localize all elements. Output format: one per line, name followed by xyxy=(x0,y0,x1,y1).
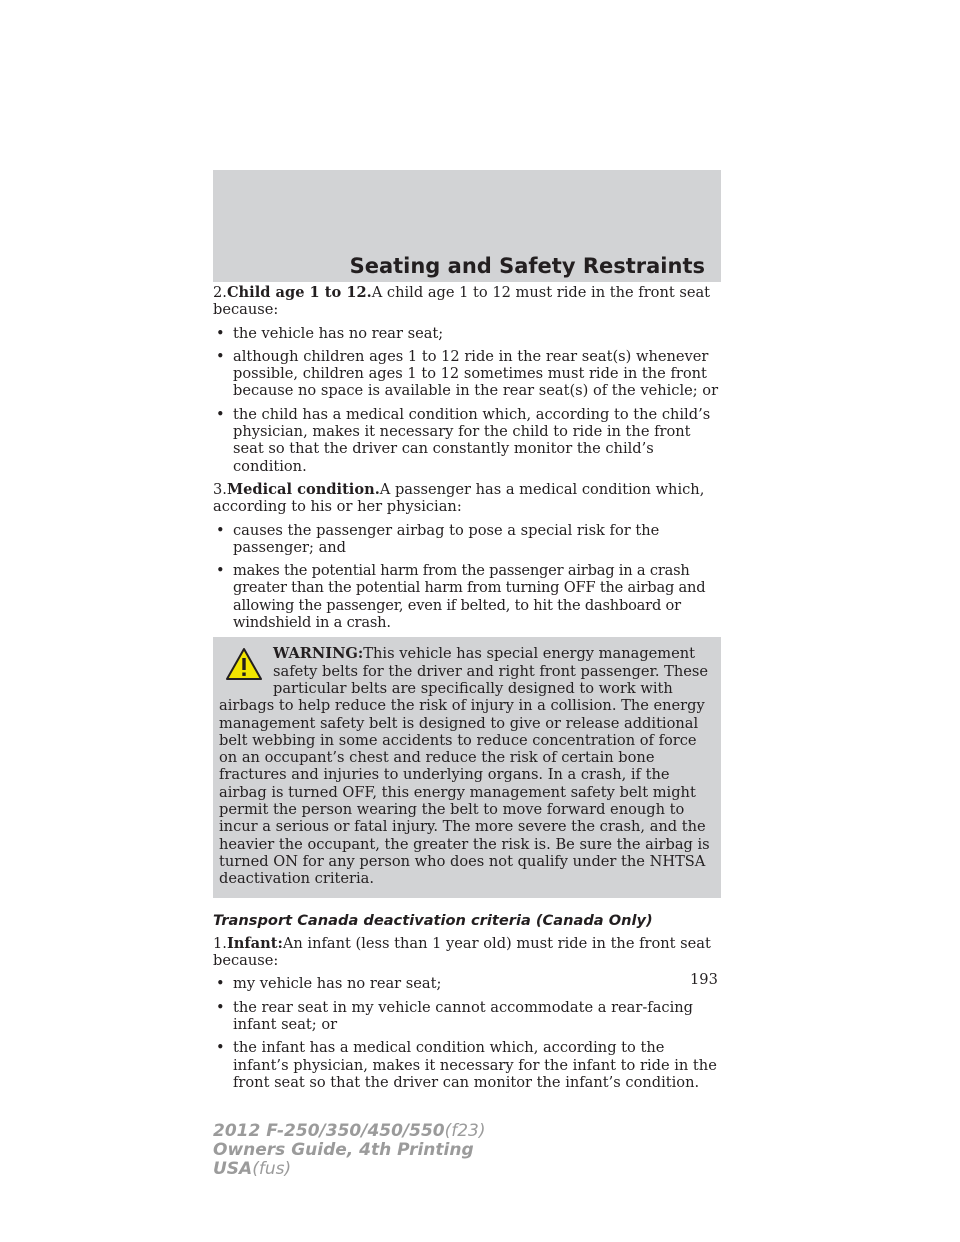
infant-bullet-list xyxy=(213,975,721,1091)
section-title: Seating and Safety Restraints xyxy=(349,254,705,278)
item-medical-condition xyxy=(213,481,721,516)
page-number: 193 xyxy=(690,971,718,988)
canada-criteria-heading: Transport Canada deactivation criteria (Canada Only) xyxy=(213,911,653,929)
page-content xyxy=(213,284,721,1097)
item-text: An infant (less than 1 year old) must ride in the front seat because: xyxy=(213,934,711,970)
item-lead: Infant: xyxy=(226,934,283,952)
item-lead: Child age 1 to 12. xyxy=(226,284,372,301)
child-age-bullet-list xyxy=(213,325,721,475)
list-item: • the child has a medical condition which, according to the child’s physician, makes it necessary for the child to ride in the front seat so that the driver can constantly monitor the child’s condition. xyxy=(216,405,711,475)
footer-line-model: 2012 F-250/350/450/550(f23) xyxy=(213,1121,486,1141)
warning-text xyxy=(219,645,713,887)
warning-body: This vehicle has special energy management safety belts for the driver and right front passenger. These particular belts are specifically designed to work with airbags to help reduce the risk of injury in a collision. The energy management safety belt is designed to give or release additional belt webbing in some accidents to reduce concentration of force on an occupant’s chest and reduce the risk of certain bone fractures and injuries to underlying organs. In a crash, if the airbag is turned OFF, this energy management safety belt might permit the person wearing the belt to move forward enough to incur a serious or fatal injury. The more severe the crash, and the heavier the occupant, the greater the risk is. Be sure the airbag is turned ON for any person who does not qualify under the NHTSA deactivation criteria. xyxy=(219,645,710,888)
item-text: A child age 1 to 12 must ride in the front seat because: xyxy=(213,284,711,319)
list-item: • causes the passenger airbag to pose a special risk for the passenger; and xyxy=(216,521,660,556)
warning-box xyxy=(213,637,721,897)
list-item: • although children ages 1 to 12 ride in the rear seat(s) whenever possible, children ages 1 to 12 sometimes must ride in the front because no space is available in the rear seat(s) of the vehicle; or xyxy=(216,347,719,400)
list-item: • my vehicle has no rear seat; xyxy=(216,975,442,993)
item-text: A passenger has a medical condition which, according to his or her physician: xyxy=(213,480,705,516)
item-number: 2. xyxy=(213,284,227,301)
section-header-band xyxy=(213,170,721,282)
item-lead: Medical condition. xyxy=(226,480,380,498)
item-number: 3. xyxy=(213,480,227,498)
list-item: • the vehicle has no rear seat; xyxy=(216,324,444,342)
list-item: • the infant has a medical condition which, according to the infant’s physician, makes it necessary for the infant to ride in the front seat so that the driver can monitor the infant’s condition. xyxy=(216,1039,717,1091)
footer-line-region: USA(fus) xyxy=(213,1159,292,1179)
item-infant xyxy=(213,935,721,970)
item-child-age xyxy=(213,284,721,319)
medical-condition-bullet-list xyxy=(213,522,721,632)
list-item: • makes the potential harm from the passenger airbag in a crash greater than the potential harm from turning OFF the airbag and allowing the passenger, even if belted, to hit the dashboard or windshield in a crash. xyxy=(216,562,706,632)
warning-triangle-icon xyxy=(225,647,263,681)
document-footer xyxy=(213,1122,486,1179)
warning-lead: WARNING: xyxy=(273,645,364,663)
footer-line-guide: Owners Guide, 4th Printing xyxy=(213,1140,474,1160)
list-item: • the rear seat in my vehicle cannot accommodate a rear-facing infant seat; or xyxy=(216,998,693,1033)
item-number: 1. xyxy=(213,934,227,952)
